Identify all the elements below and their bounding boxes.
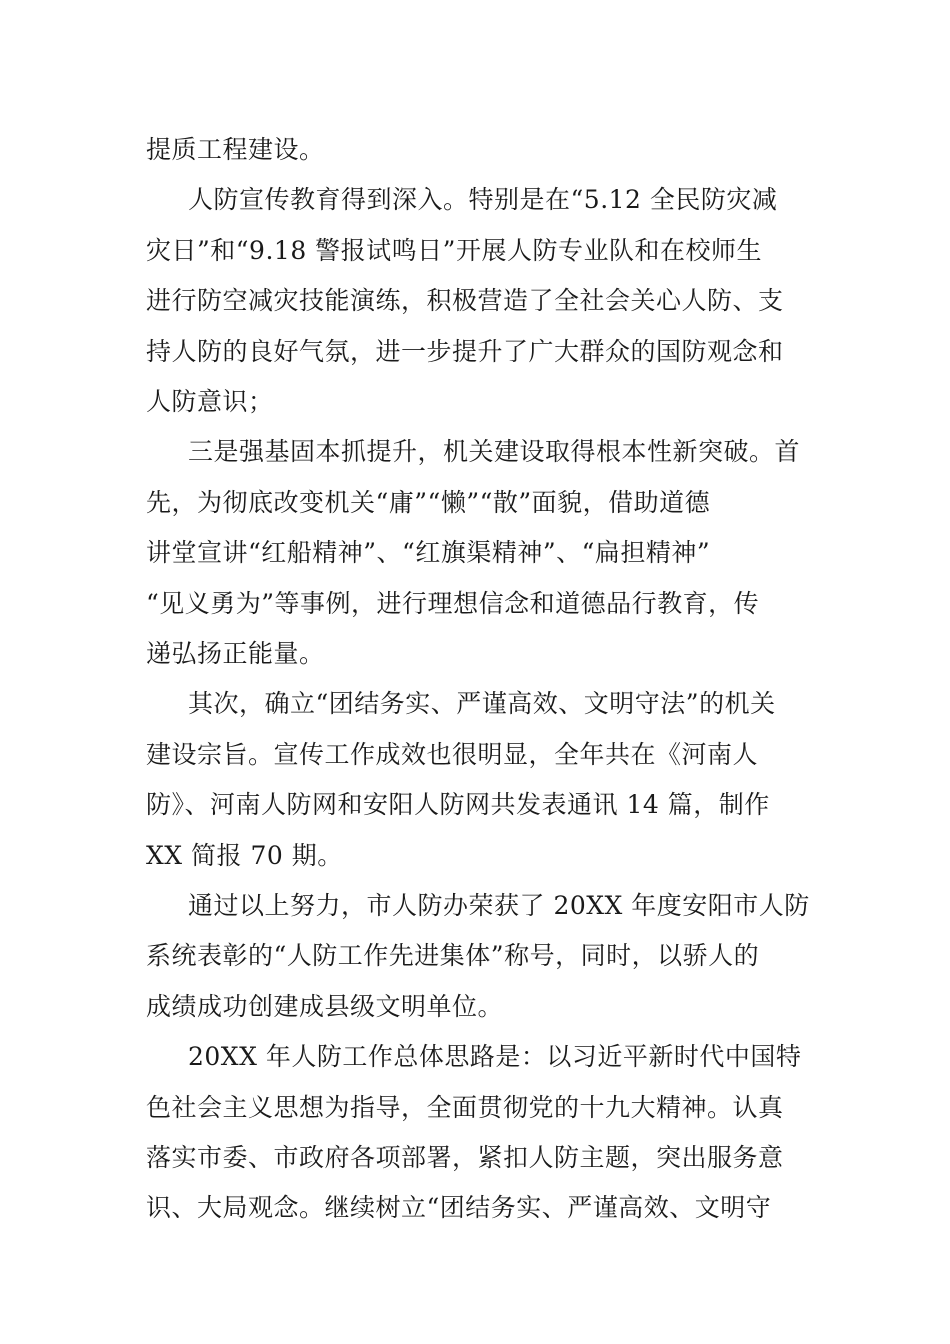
- text-line: 防》、河南人防网和安阳人防网共发表通讯 14 篇，制作: [146, 790, 770, 819]
- text-line: 建设宗旨。宣传工作成效也很明显，全年共在《河南人: [146, 740, 759, 769]
- text-line: 人防意识；: [146, 387, 274, 416]
- paragraph-start-line: 20XX 年人防工作总体思路是：以习近平新时代中国特: [188, 1042, 802, 1071]
- text-line: XX 简报 70 期。: [146, 841, 343, 870]
- text-line: 落实市委、市政府各项部署，紧扣人防主题，突出服务意: [146, 1143, 784, 1172]
- text-line: 讲堂宣讲“红船精神”、“红旗渠精神”、“扁担精神”: [146, 538, 711, 567]
- text-line: 先，为彻底改变机关“庸”“懒”“散”面貌，借助道德: [146, 488, 711, 517]
- paragraph-start-line: 通过以上努力，市人防办荣获了 20XX 年度安阳市人防: [188, 891, 810, 920]
- text-line: 成绩成功创建成县级文明单位。: [146, 992, 504, 1021]
- text-line: “见义勇为”等事例，进行理想信念和道德品行教育，传: [146, 589, 760, 618]
- text-line: 递弘扬正能量。: [146, 639, 325, 668]
- text-line: 提质工程建设。: [146, 135, 325, 164]
- text-line: 系统表彰的“人防工作先进集体”称号，同时，以骄人的: [146, 941, 760, 970]
- text-line: 色社会主义思想为指导，全面贯彻党的十九大精神。认真: [146, 1093, 784, 1122]
- paragraph-start-line: 三是强基固本抓提升，机关建设取得根本性新突破。首: [188, 437, 801, 466]
- paragraph-start-line: 其次，确立“团结务实、严谨高效、文明守法”的机关: [188, 689, 776, 718]
- text-line: 识、大局观念。继续树立“团结务实、严谨高效、文明守: [146, 1193, 772, 1222]
- text-line: 进行防空减灾技能演练，积极营造了全社会关心人防、支: [146, 286, 784, 315]
- text-line: 持人防的良好气氛，进一步提升了广大群众的国防观念和: [146, 337, 784, 366]
- paragraph-start-line: 人防宣传教育得到深入。特别是在“5.12 全民防灾减: [188, 185, 778, 214]
- text-line: 灾日”和“9.18 警报试鸣日”开展人防专业队和在校师生: [146, 236, 762, 265]
